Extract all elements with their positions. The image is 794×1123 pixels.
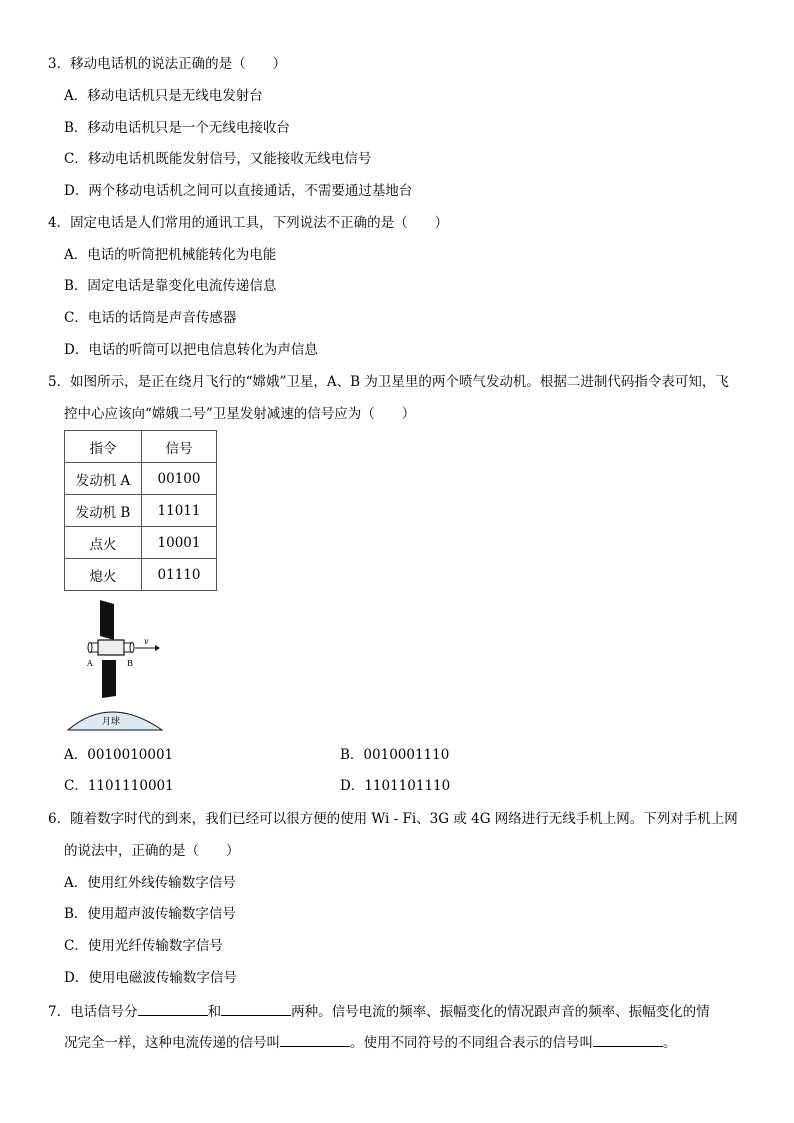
q6-option-d: D．使用电磁波传输数字信号	[64, 970, 237, 986]
answer-blank-2[interactable]	[221, 1001, 291, 1016]
q4-option-a: A．电话的听筒把机械能转化为电能	[64, 247, 277, 263]
table-cell: 熄火	[65, 559, 142, 591]
table-row	[65, 463, 217, 495]
label-a: A	[87, 659, 93, 668]
q7-text-3: 两种。信号电流的频率、振幅变化的情况跟声音的频率、振幅变化的情	[291, 1004, 710, 1020]
solar-panel-top	[100, 600, 114, 640]
table-row	[65, 527, 217, 559]
solar-panel-bottom	[102, 660, 116, 698]
q3-option-b: B．移动电话机只是一个无线电接收台	[64, 120, 290, 136]
instruction-table	[64, 430, 217, 591]
q4-option-b: B．固定电话是靠变化电流传递信息	[64, 278, 277, 294]
q3-stem: 3．移动电话机的说法正确的是（ ）	[48, 56, 287, 72]
q4-option-d: D．电话的听筒可以把电信息转化为声信息	[64, 342, 318, 358]
q4-stem: 4．固定电话是人们常用的通讯工具，下列说法不正确的是（ ）	[48, 215, 449, 231]
q5-option-a: A．0010010001	[64, 747, 174, 763]
velocity-label: v	[144, 637, 149, 646]
table-cell: 发动机 B	[65, 495, 142, 527]
table-cell: 点火	[65, 527, 142, 559]
answer-blank-1[interactable]	[138, 1001, 208, 1016]
table-cell: 11011	[142, 495, 217, 527]
q4-option-c: C．电话的话筒是声音传感器	[64, 310, 237, 326]
table-header-row	[65, 431, 217, 463]
q5-option-b: B．0010001110	[340, 747, 450, 763]
q6-option-a: A．使用红外线传输数字信号	[64, 875, 236, 891]
q5-stem-line1: 5．如图所示，是正在绕月飞行的“嫦娥”卫星，A、B 为卫星里的两个喷气发动机。根据二进制代码指令表可知，飞	[48, 374, 729, 390]
q7-text-2: 和	[207, 1004, 222, 1020]
q7-text-4: 况完全一样，这种电流传递的信号叫	[64, 1035, 280, 1051]
table-cell: 01110	[142, 559, 217, 591]
table-header-cell: 指令	[65, 431, 142, 463]
answer-blank-4[interactable]	[593, 1032, 663, 1047]
q7-text-6: 。	[663, 1035, 677, 1051]
q6-stem-line2: 的说法中，正确的是（ ）	[64, 843, 240, 859]
q5-option-c: C．1101110001	[64, 778, 174, 794]
q3-option-c: C．移动电话机既能发射信号，又能接收无线电信号	[64, 151, 372, 167]
q7-text-1: 7．电话信号分	[48, 1004, 138, 1020]
q6-option-b: B．使用超声波传输数字信号	[64, 906, 236, 922]
moon-label: 月球	[102, 717, 121, 727]
q3-option-a: A．移动电话机只是无线电发射台	[64, 88, 263, 104]
q7-line2	[64, 1032, 677, 1052]
table-cell: 00100	[142, 463, 217, 495]
answer-blank-3[interactable]	[280, 1032, 350, 1047]
label-b: B	[127, 659, 133, 668]
table-row	[65, 495, 217, 527]
q7-text-5: 。使用不同符号的不同组合表示的信号叫	[350, 1035, 593, 1051]
satellite-figure	[60, 598, 170, 733]
satellite-body	[98, 640, 124, 655]
q6-option-c: C．使用光纤传输数字信号	[64, 938, 223, 954]
table-cell: 10001	[142, 527, 217, 559]
q5-option-d: D．1101101110	[340, 778, 451, 794]
q5-stem-line2: 控中心应该向“嫦娥二号”卫星发射减速的信号应为（ ）	[64, 406, 416, 422]
table-cell: 发动机 A	[65, 463, 142, 495]
table-header-cell: 信号	[142, 431, 217, 463]
table-row	[65, 559, 217, 591]
q3-option-d: D．两个移动电话机之间可以直接通话，不需要通过基地台	[64, 183, 413, 199]
q6-stem-line1: 6．随着数字时代的到来，我们已经可以很方便的使用 Wi - Fi、3G 或 4G 网络进行无线手机上网。下列对手机上网	[48, 811, 738, 827]
q7-line1	[48, 1001, 710, 1021]
